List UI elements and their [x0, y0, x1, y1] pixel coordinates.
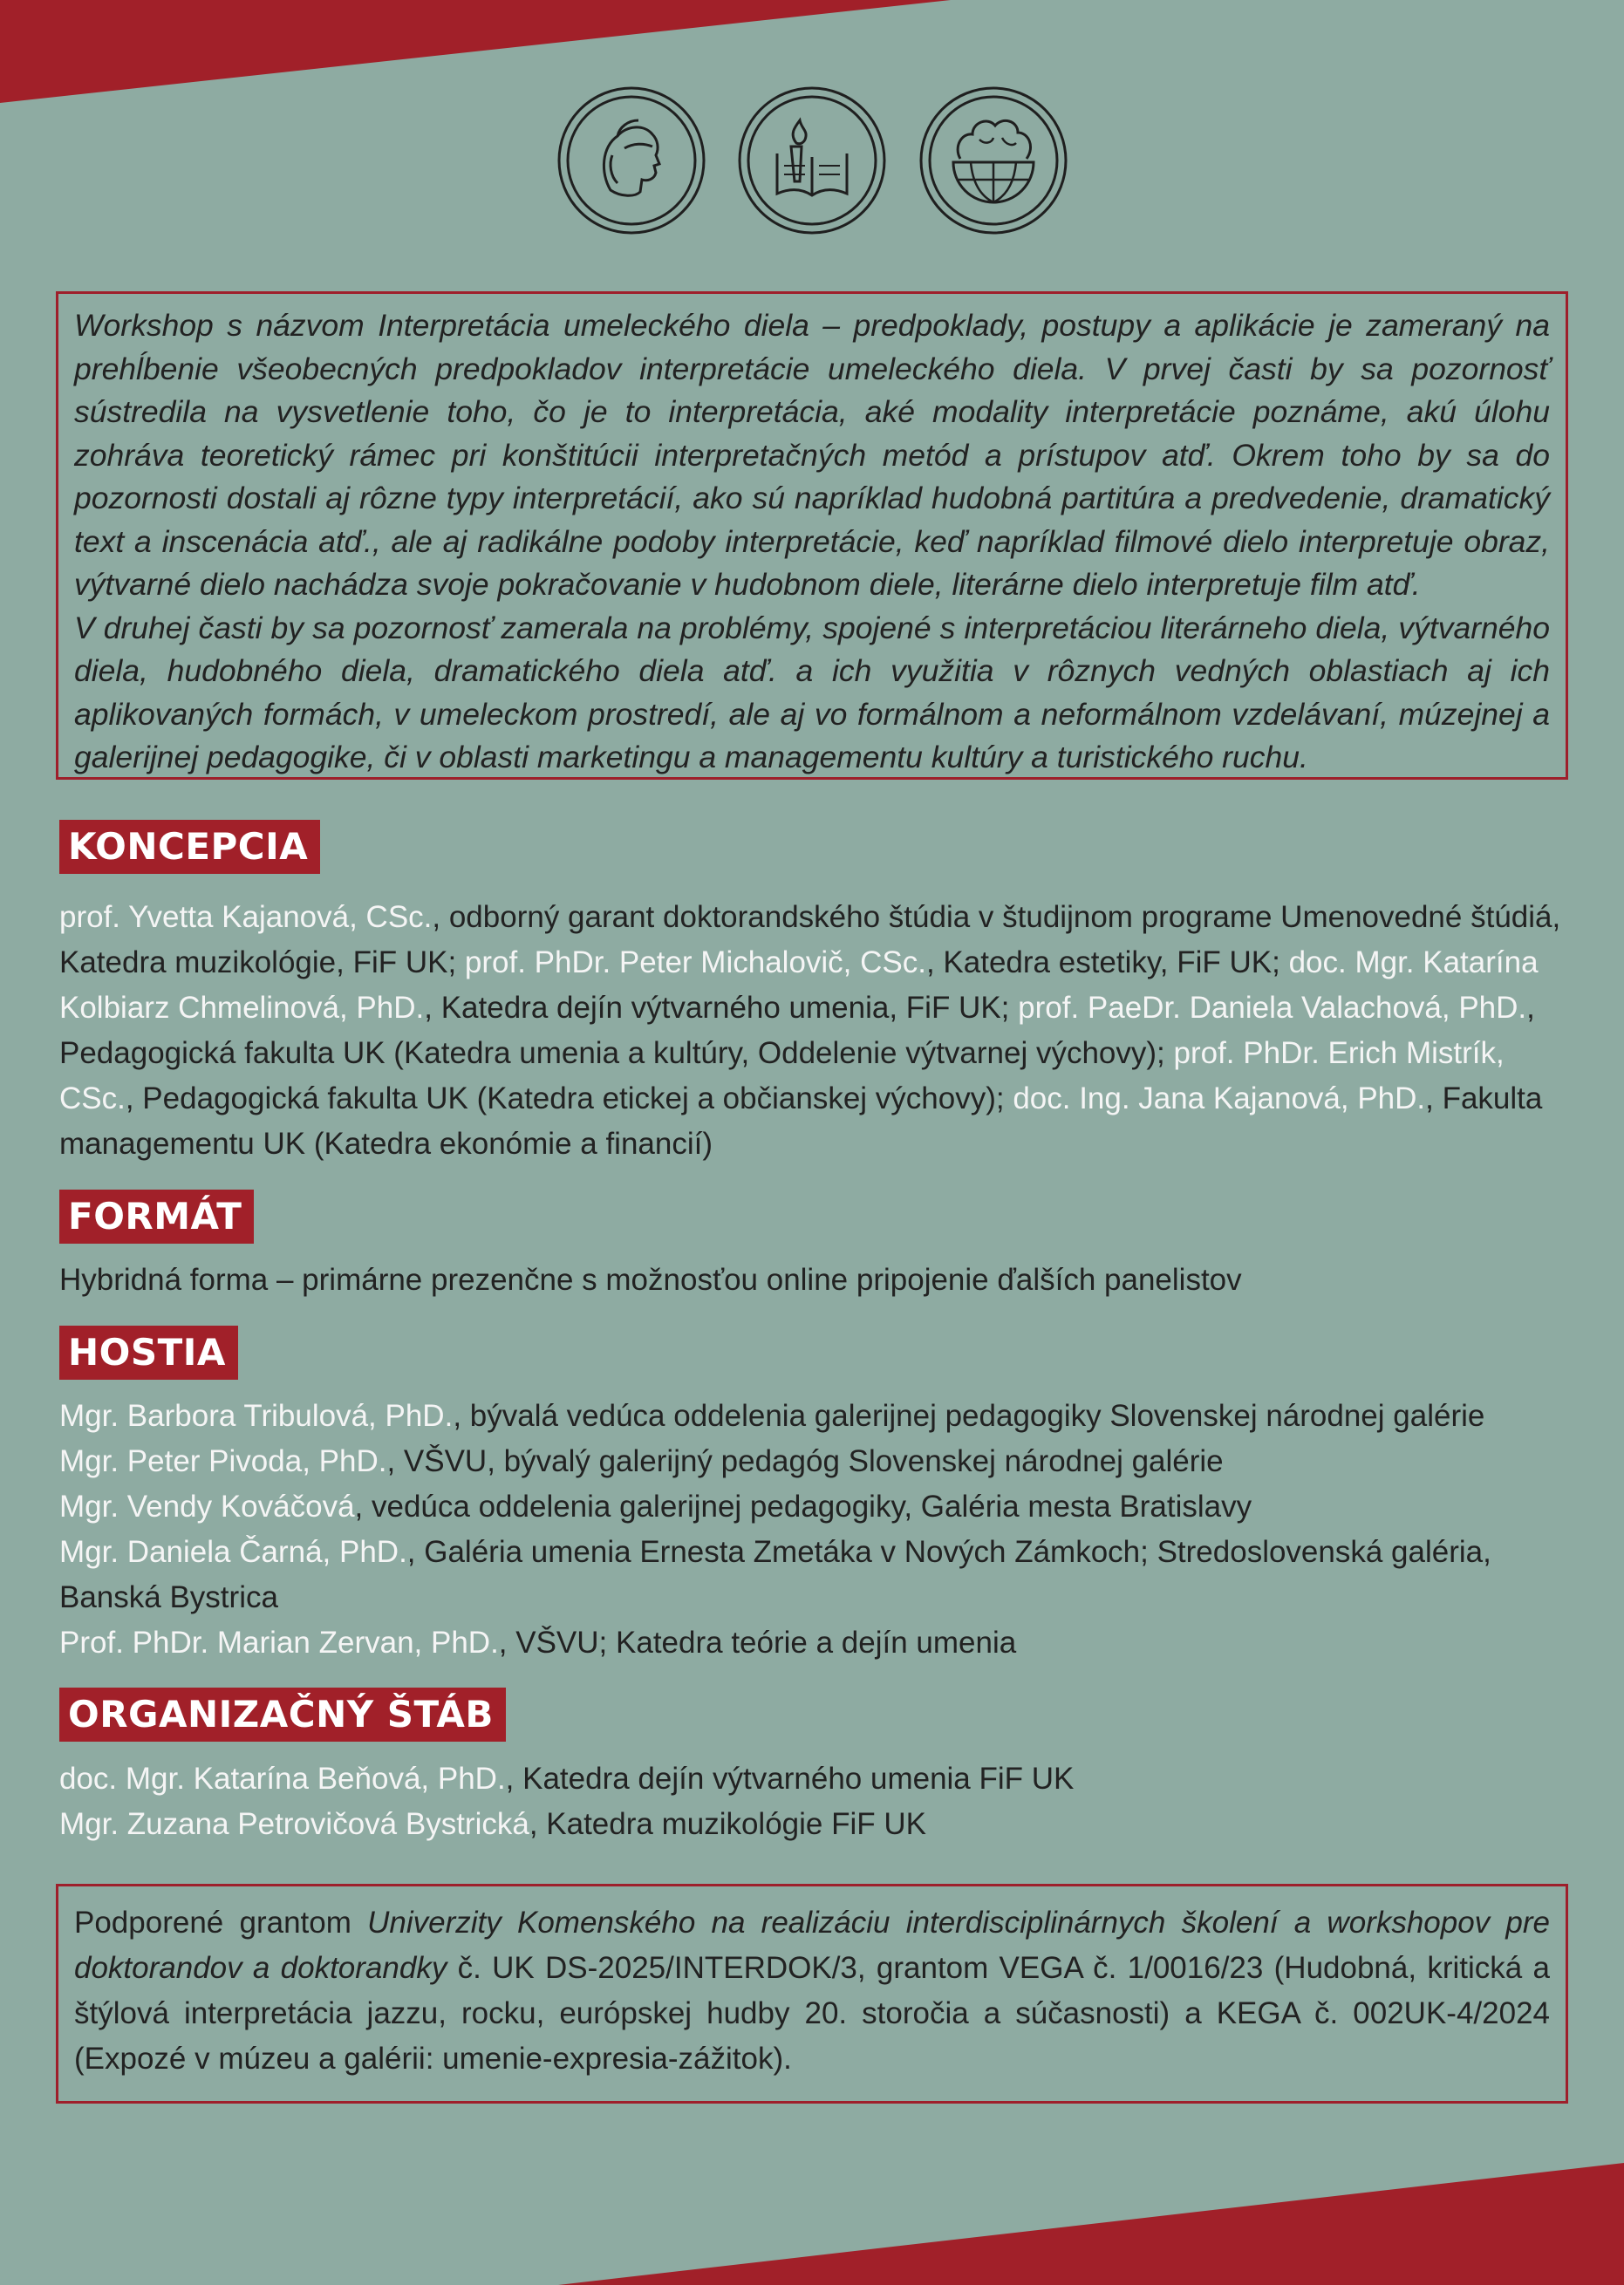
intro-box: [56, 291, 1568, 780]
logo-row: [0, 85, 1624, 238]
bottom-corner-band: [0, 2163, 1624, 2285]
minerva-helmet-icon: [556, 85, 706, 235]
intro-paragraph: V druhej časti by sa pozornosť zamerala na problémy, spojené s interpretáciou literárneho diela, výtvarného diela, hudobného diela, dramatického diela atď. a ich využitia v rôznych vedných oblastiach aj ich aplikovaných formách, v umeleckom prostredí, ale aj vo formálnom a neformálnom vzdelávaní, múzejnej a galerijnej pedagogike, či v oblasti marketingu a managementu kultúry a turistického ruchu.: [74, 610, 1550, 774]
person-name: doc. Mgr. Katarína Kolbiarz Chmelinová, PhD.: [59, 945, 1539, 1025]
person-affiliation: , vedúca oddelenia galerijnej pedagogiky, Galéria mesta Bratislavy: [354, 1490, 1252, 1524]
person-affiliation: , Pedagogická fakulta UK (Katedra etickej a občianskej výchovy);: [125, 1081, 1013, 1115]
koncepcia-text: [59, 895, 1568, 1167]
list-item: [59, 1439, 1568, 1484]
stab-list: [59, 1756, 1568, 1847]
person-name: Mgr. Vendy Kováčová: [59, 1490, 355, 1524]
intro-paragraph: Workshop s názvom Interpretácia umeleckého diela – predpoklady, postupy a aplikácie je zameraný na prehĺbenie všeobecných predpokladov interpretácie umeleckého diela. V prvej časti by sa pozornosť sústredila na vysvetlenie toho, čo je to interpretácia, aké modality interpretácie poznáme, akú úlohu zohráva teoretický rámec pri konštitúcii interpretačných metód a prístupov atď. Okrem toho by sa do pozornosti dostali aj rôzne typy interpretácií, ako sú napríklad hudobná partitúra a predvedenie, dramatický text a inscenácia atď., ale aj radikálne podoby interpretácie, keď napríklad filmové dielo interpretuje obraz, výtvarné dielo nachádza svoje pokračovanie v hudobnom diele, literárne dielo interpretuje film atď.: [74, 308, 1550, 602]
list-item: [59, 1484, 1568, 1530]
list-item: [59, 1394, 1568, 1439]
brain-globe-icon: [918, 85, 1068, 235]
format-heading: FORMÁT: [59, 1190, 254, 1244]
person-affiliation: , Katedra dejín výtvarného umenia FiF UK: [505, 1762, 1075, 1796]
person-name: doc. Ing. Jana Kajanová, PhD.: [1013, 1081, 1426, 1115]
person-affiliation: , odborný garant doktorandského štúdia v študijnom programe Umenovedné štúdiá, Katedra muzikológie, FiF UK;: [59, 900, 1561, 979]
person-name: Prof. PhDr. Marian Zervan, PhD.: [59, 1626, 499, 1660]
person-affiliation: , VŠVU, bývalý galerijný pedagóg Slovenskej národnej galérie: [386, 1444, 1224, 1478]
person-name: Mgr. Peter Pivoda, PhD.: [59, 1444, 387, 1478]
person-name: prof. Yvetta Kajanová, CSc.: [59, 900, 433, 934]
stab-heading: ORGANIZAČNÝ ŠTÁB: [59, 1688, 506, 1742]
person-name: prof. PhDr. Erich Mistrík, CSc.: [59, 1036, 1505, 1115]
list-item: [59, 1756, 1568, 1802]
grant-prefix: Podporené grantom: [74, 1906, 368, 1940]
koncepcia-heading: KONCEPCIA: [59, 820, 320, 874]
person-name: prof. PhDr. Peter Michalovič, CSc.: [464, 945, 926, 979]
format-text: Hybridná forma – primárne prezenčne s možnosťou online pripojenie ďalších panelistov: [59, 1263, 1242, 1297]
hostia-list: [59, 1394, 1568, 1666]
hostia-heading: HOSTIA: [59, 1326, 238, 1380]
person-name: Mgr. Barbora Tribulová, PhD.: [59, 1399, 454, 1433]
grant-university-program: Univerzity Komenského na realizáciu interdisciplinárnych školení a workshopov pre doktorandov a doktorandky: [74, 1906, 1551, 1985]
person-affiliation: , Fakulta managementu UK (Katedra ekonómie a financií): [59, 1081, 1543, 1161]
person-name: doc. Mgr. Katarína Beňová, PhD.: [59, 1762, 506, 1796]
grant-box: [56, 1884, 1568, 2104]
person-affiliation: , Katedra dejín výtvarného umenia, FiF UK;: [424, 991, 1019, 1025]
person-name: Mgr. Daniela Čarná, PhD.: [59, 1535, 407, 1569]
person-affiliation: , Katedra muzikológie FiF UK: [529, 1807, 926, 1841]
person-affiliation: , Galéria umenia Ernesta Zmetáka v Nových Zámkoch; Stredoslovenská galéria, Banská Bystrica: [59, 1535, 1491, 1614]
person-affiliation: , Katedra estetiky, FiF UK;: [925, 945, 1289, 979]
grant-details: č. UK DS-2025/INTERDOK/3, grantom VEGA č. 1/0016/23 (Hudobná, kritická a štýlová interpretácia jazzu, rocku, európskej hudby 20. storočia a súčasnosti) a KEGA č. 002UK-4/2024 (Expozé v múzeu a galérii: umenie-expresia-zážitok).: [74, 1951, 1550, 2076]
person-affiliation: , VŠVU; Katedra teórie a dejín umenia: [498, 1626, 1017, 1660]
list-item: [59, 1802, 1568, 1847]
list-item: [59, 1620, 1568, 1666]
person-name: Mgr. Zuzana Petrovičová Bystrická: [59, 1807, 529, 1841]
person-name: prof. PaeDr. Daniela Valachová, PhD.: [1018, 991, 1527, 1025]
list-item: [59, 1530, 1568, 1620]
torch-book-icon: [737, 85, 887, 235]
person-affiliation: , bývalá vedúca oddelenia galerijnej pedagogiky Slovenskej národnej galérie: [453, 1399, 1485, 1433]
person-affiliation: , Pedagogická fakulta UK (Katedra umenia a kultúry, Oddelenie výtvarnej výchovy);: [59, 991, 1535, 1070]
